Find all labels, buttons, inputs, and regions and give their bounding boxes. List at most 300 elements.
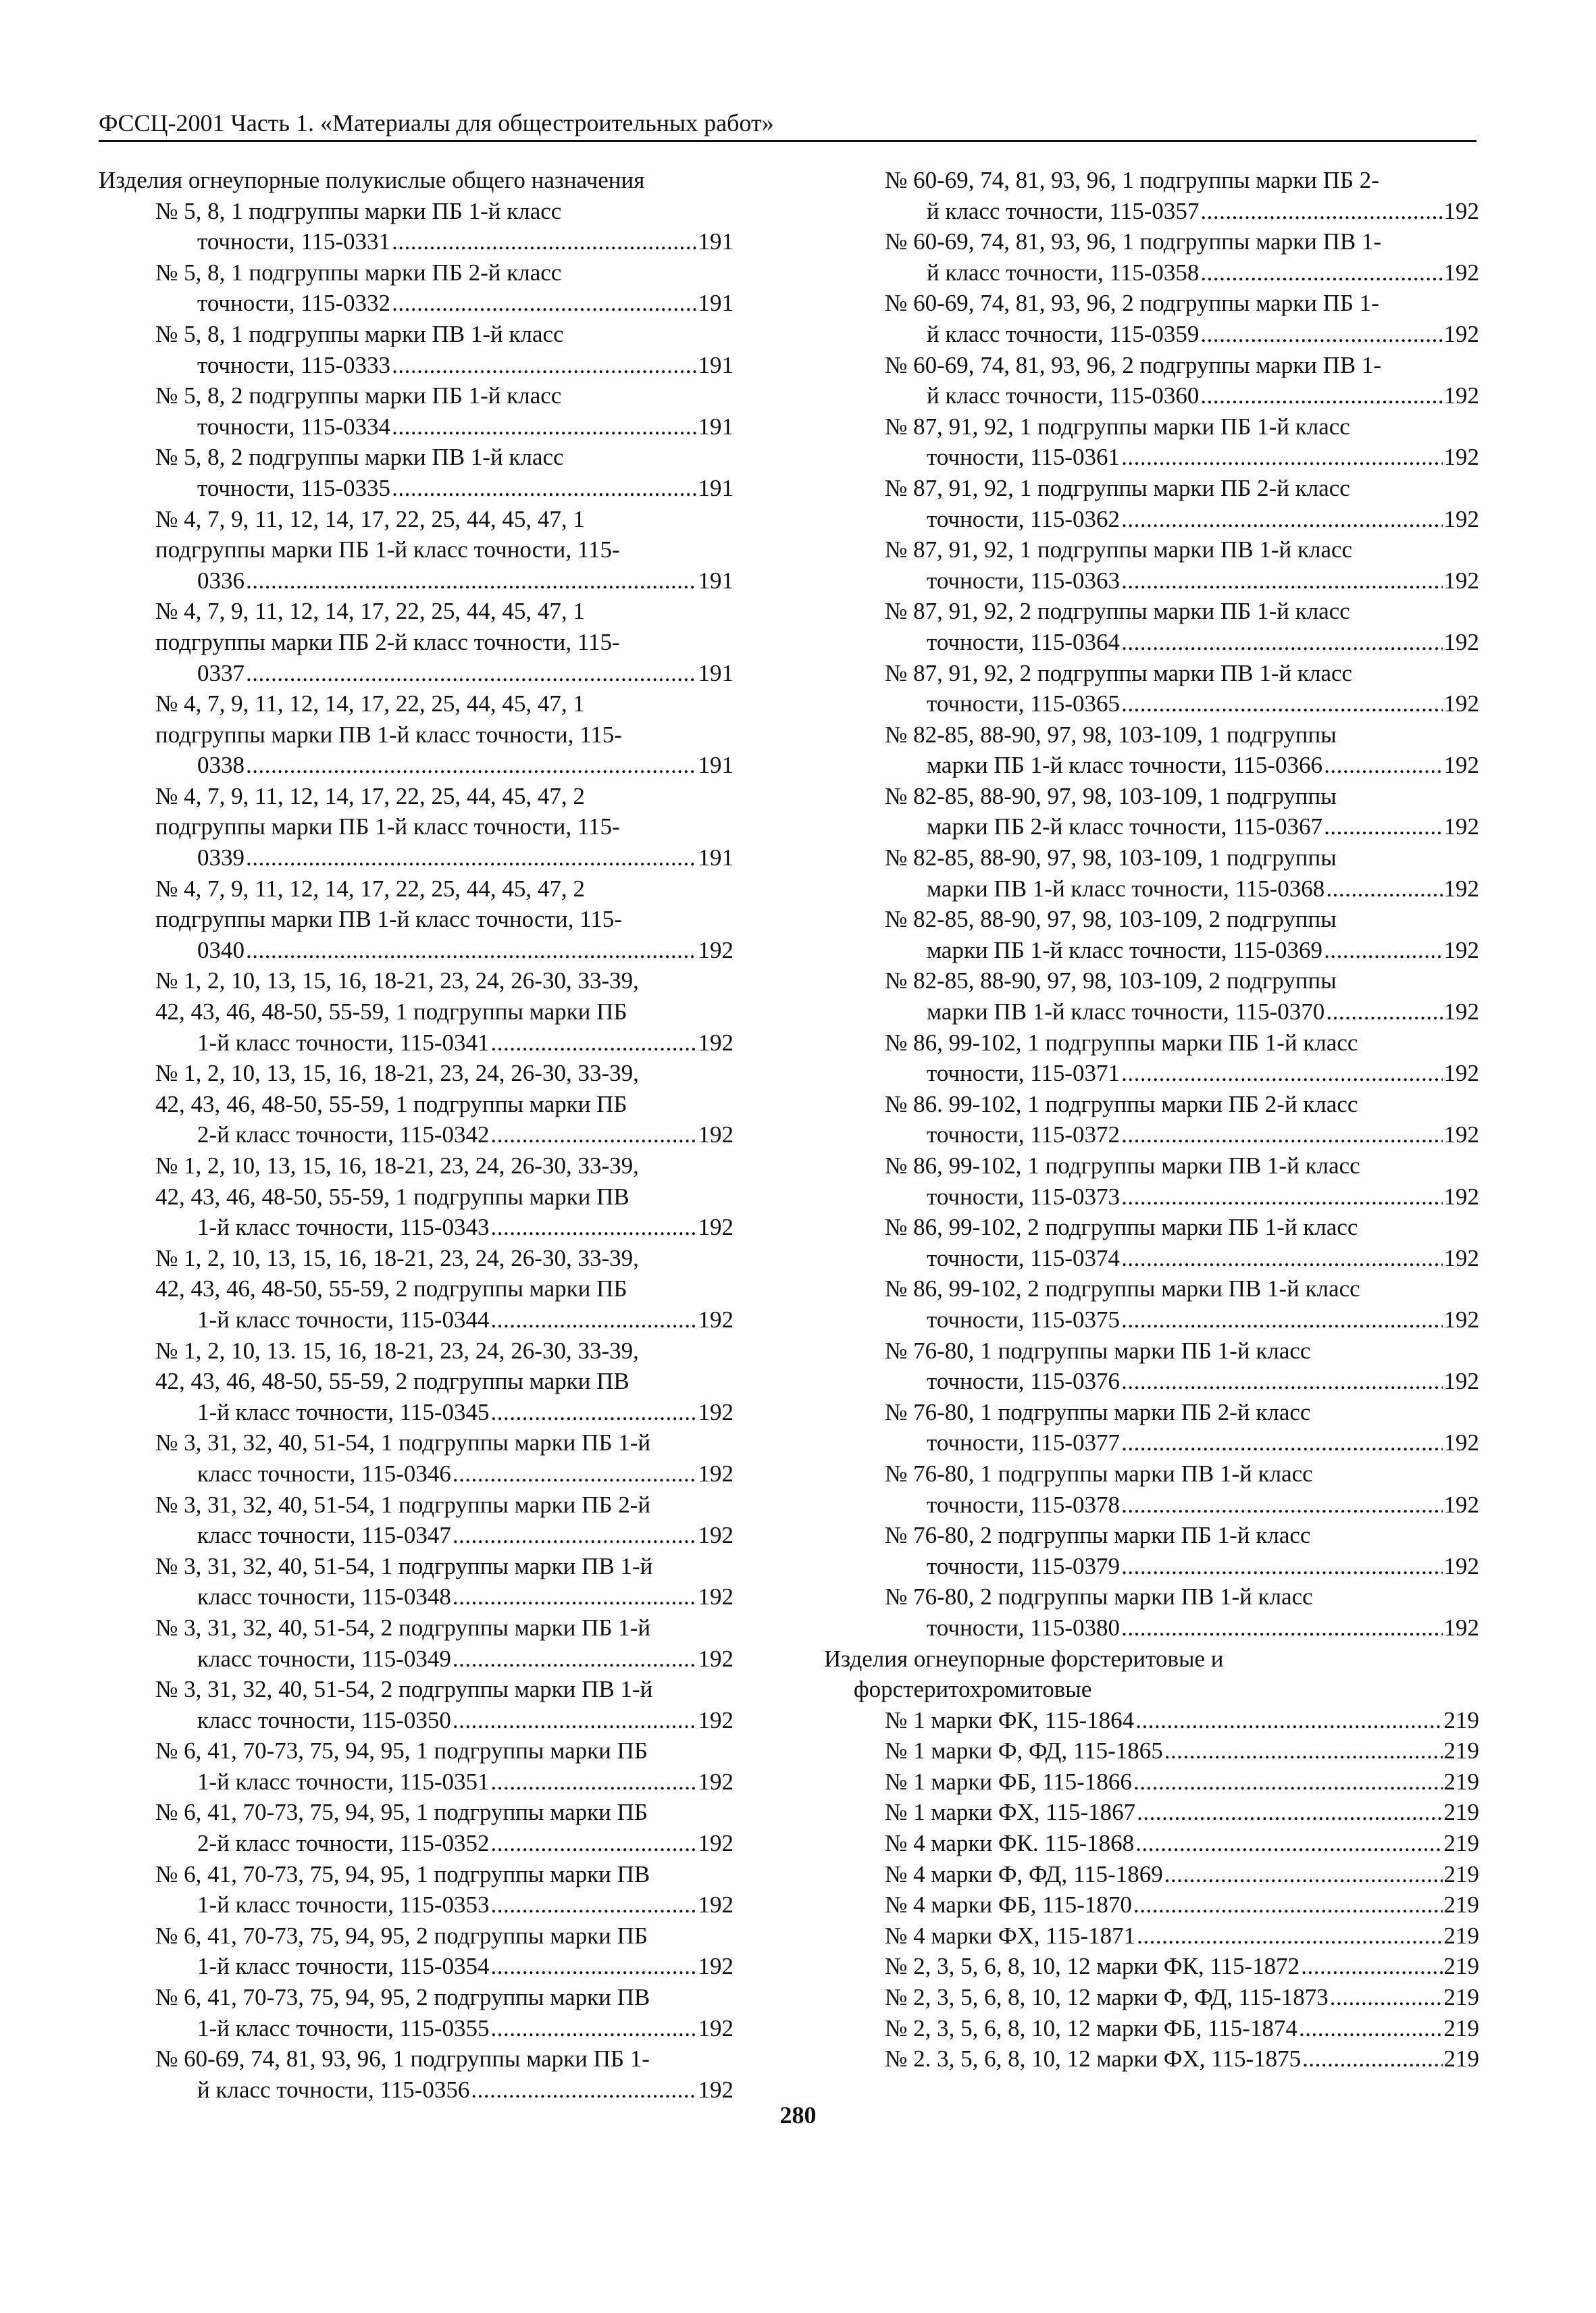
entry-last-line	[927, 627, 1479, 658]
entry-page-ref: 192	[698, 1522, 733, 1549]
entry-text-line: № 76-80, 1 подгруппы марки ПБ 2-й класс	[885, 1398, 1311, 1425]
entry-page-ref: 191	[698, 413, 733, 440]
entry-code: № 2, 3, 5, 6, 8, 10, 12 марки ФБ, 115-1874	[885, 2014, 1297, 2041]
index-entry	[824, 781, 1479, 842]
index-entry	[824, 1889, 1479, 1921]
dot-leader	[491, 1766, 697, 1798]
index-entry	[99, 442, 733, 503]
entry-last-line	[927, 873, 1479, 905]
entry-text-line: подгруппы марки ПВ 1-й класс точности, 115-	[155, 906, 622, 933]
index-entry	[824, 288, 1479, 349]
entry-page-ref: 192	[698, 2076, 733, 2103]
entry-page-ref: 219	[1443, 1830, 1479, 1857]
entry-text-line: № 1, 2, 10, 13. 15, 16, 18-21, 23, 24, 26-30, 33-39,	[155, 1337, 639, 1364]
entry-last-line	[197, 350, 733, 381]
index-entry	[99, 596, 733, 688]
index-entry	[824, 719, 1479, 781]
entry-text-line: подгруппы марки ПБ 1-й класс точности, 115-	[155, 813, 620, 840]
entry-text-line: № 3, 31, 32, 40, 51-54, 2 подгруппы марки ПБ 1-й	[155, 1614, 651, 1641]
left-column	[99, 165, 733, 2105]
index-entry	[824, 1766, 1479, 1798]
index-entry	[824, 2043, 1479, 2075]
index-entry	[99, 1058, 733, 1150]
entry-page-ref: 192	[1443, 1614, 1479, 1641]
index-entry	[99, 1427, 733, 1489]
dot-leader	[1133, 1766, 1443, 1798]
entry-text-line: № 60-69, 74, 81, 93, 96, 1 подгруппы марки ПБ 1-	[155, 2045, 650, 2073]
index-entry	[824, 473, 1479, 534]
index-entry	[824, 1150, 1479, 1212]
entry-code: точности, 115-0332	[197, 290, 391, 317]
entry-last-line	[197, 1828, 733, 1859]
entry-last-line	[197, 1705, 733, 1736]
dot-leader	[491, 1027, 697, 1059]
index-entry	[824, 411, 1479, 473]
entry-last-line	[197, 1119, 733, 1150]
dot-leader	[1137, 1921, 1442, 1952]
dot-leader	[1200, 257, 1442, 288]
entry-last-line	[927, 1490, 1479, 1521]
entry-code: марки ПВ 1-й класс точности, 115-0370	[927, 998, 1325, 1025]
index-entry	[824, 1397, 1479, 1458]
entry-code: точности, 115-0361	[927, 444, 1121, 471]
entry-last-line	[927, 1304, 1479, 1336]
entry-page-ref: 192	[698, 1645, 733, 1672]
dot-leader	[1133, 1889, 1443, 1921]
entry-code: 0339	[197, 844, 244, 871]
entry-last-line	[197, 750, 733, 781]
entry-code: № 2. 3, 5, 6, 8, 10, 12 марки ФХ, 115-1875	[885, 2045, 1302, 2073]
index-entry	[824, 1859, 1479, 1890]
entry-text-line: № 3, 31, 32, 40, 51-54, 1 подгруппы марки ПВ 1-й	[155, 1552, 653, 1579]
entry-last-line	[197, 1766, 733, 1798]
entry-text-line: № 86, 99-102, 2 подгруппы марки ПБ 1-й класс	[885, 1214, 1358, 1241]
entry-page-ref: 192	[1443, 813, 1479, 840]
dot-leader	[1135, 1705, 1442, 1736]
entry-list	[99, 196, 733, 2106]
index-entry	[99, 1490, 733, 1551]
entry-last-line	[927, 504, 1479, 535]
dot-leader	[491, 1397, 697, 1428]
entry-last-line	[197, 1951, 733, 1982]
entry-last-line	[197, 565, 733, 596]
entry-last-line	[197, 1304, 733, 1336]
entry-page-ref: 219	[1443, 1922, 1479, 1949]
entry-code: 1-й класс точности, 115-0341	[197, 1029, 490, 1056]
index-entry	[824, 1921, 1479, 1952]
index-entry	[824, 226, 1479, 288]
dot-leader	[1324, 811, 1442, 842]
entry-code: класс точности, 115-0350	[197, 1706, 451, 1733]
entry-text-line: № 87, 91, 92, 2 подгруппы марки ПВ 1-й класс	[885, 659, 1353, 686]
entry-text-line: № 3, 31, 32, 40, 51-54, 1 подгруппы марки ПБ 1-й	[155, 1429, 651, 1456]
index-entry	[824, 596, 1479, 657]
entry-code: 1-й класс точности, 115-0355	[197, 2014, 490, 2041]
entry-code: класс точности, 115-0349	[197, 1645, 451, 1672]
entry-code: 0336	[197, 567, 244, 594]
dot-leader	[392, 350, 696, 381]
entry-text-line: № 82-85, 88-90, 97, 98, 103-109, 1 подгруппы	[885, 844, 1337, 871]
dot-leader	[1326, 996, 1442, 1027]
dot-leader	[1121, 1551, 1442, 1582]
entry-code: № 1 марки Ф, ФД, 115-1865	[885, 1737, 1163, 1764]
entry-code: № 4 марки ФБ, 115-1870	[885, 1891, 1132, 1918]
index-entry	[99, 1612, 733, 1674]
index-entry	[99, 1551, 733, 1612]
dot-leader	[1121, 1427, 1442, 1458]
entry-text-line: подгруппы марки ПВ 1-й класс точности, 115-	[155, 721, 622, 748]
index-entry	[824, 534, 1479, 596]
index-entry	[824, 1089, 1479, 1150]
dot-leader	[453, 1458, 697, 1490]
dot-leader	[1121, 627, 1442, 658]
entry-text-line: № 5, 8, 1 подгруппы марки ПБ 2-й класс	[155, 259, 562, 286]
entry-last-line	[197, 288, 733, 319]
entry-page-ref: 192	[698, 1768, 733, 1795]
dot-leader	[392, 411, 696, 442]
entry-code: точности, 115-0379	[927, 1552, 1121, 1579]
entry-last-line	[885, 1705, 1479, 1736]
dot-leader	[453, 1520, 697, 1551]
index-entry	[99, 781, 733, 873]
dot-leader	[1135, 1828, 1442, 1859]
dot-leader	[1121, 1304, 1442, 1336]
dot-leader	[491, 1212, 697, 1243]
entry-text-line: подгруппы марки ПБ 2-й класс точности, 115-	[155, 628, 620, 655]
entry-page-ref: 192	[1443, 505, 1479, 532]
entry-last-line	[885, 1951, 1479, 1982]
entry-last-line	[197, 1397, 733, 1428]
entry-code: класс точности, 115-0346	[197, 1460, 451, 1487]
index-entry	[824, 165, 1479, 226]
header-rule	[99, 140, 1476, 142]
entry-page-ref: 192	[698, 1953, 733, 1980]
dot-leader	[491, 1304, 697, 1336]
entry-text-line: № 60-69, 74, 81, 93, 96, 1 подгруппы марки ПБ 2-	[885, 167, 1379, 193]
dot-leader	[1121, 1243, 1442, 1274]
entry-last-line	[885, 2013, 1479, 2044]
entry-last-line	[197, 1458, 733, 1490]
index-entry	[824, 350, 1479, 411]
entry-code: № 1 марки ФК, 115-1864	[885, 1706, 1135, 1733]
dot-leader	[453, 1705, 697, 1736]
entry-code: точности, 115-0365	[927, 690, 1121, 717]
entry-text-line: № 5, 8, 2 подгруппы марки ПБ 1-й класс	[155, 382, 562, 409]
entry-code: № 1 марки ФХ, 115-1867	[885, 1799, 1136, 1826]
entry-last-line	[885, 1889, 1479, 1921]
dot-leader	[1200, 319, 1442, 350]
entry-code: точности, 115-0334	[197, 413, 391, 440]
entry-last-line	[885, 1828, 1479, 1859]
entry-last-line	[927, 1243, 1479, 1274]
entry-page-ref: 192	[1443, 1429, 1479, 1456]
dot-leader	[246, 658, 697, 689]
entry-text-line: № 5, 8, 1 подгруппы марки ПВ 1-й класс	[155, 320, 564, 347]
dot-leader	[1330, 1982, 1443, 2013]
entry-page-ref: 219	[1443, 1860, 1479, 1887]
entry-code: 1-й класс точности, 115-0344	[197, 1306, 490, 1333]
entry-last-line	[197, 226, 733, 257]
entry-text-line: № 82-85, 88-90, 97, 98, 103-109, 2 подгруппы	[885, 967, 1337, 994]
dot-leader	[491, 1119, 697, 1150]
entry-page-ref: 192	[1443, 936, 1479, 963]
index-entry	[824, 1705, 1479, 1736]
entry-page-ref: 191	[698, 567, 733, 594]
entry-last-line	[927, 811, 1479, 842]
entry-page-ref: 192	[1443, 567, 1479, 594]
dot-leader	[453, 1644, 697, 1675]
index-entry	[99, 688, 733, 781]
dot-leader	[1326, 873, 1442, 905]
index-entry	[824, 1797, 1479, 1828]
entry-page-ref: 192	[1443, 875, 1479, 902]
index-entry	[99, 380, 733, 442]
dot-leader	[1121, 1119, 1442, 1150]
entry-code: й класс точности, 115-0356	[197, 2076, 470, 2103]
dot-leader	[491, 1828, 697, 1859]
entry-code: марки ПБ 1-й класс точности, 115-0369	[927, 936, 1323, 963]
dot-leader	[246, 565, 697, 596]
entry-last-line	[927, 1181, 1479, 1213]
index-entry	[99, 1982, 733, 2043]
entry-text-line: № 4, 7, 9, 11, 12, 14, 17, 22, 25, 44, 45, 47, 1	[155, 598, 585, 625]
index-entry	[99, 257, 733, 319]
entry-page-ref: 192	[1443, 690, 1479, 717]
dot-leader	[1121, 1490, 1442, 1521]
dot-leader	[392, 226, 696, 257]
index-entry	[824, 904, 1479, 965]
entry-code: 0340	[197, 936, 244, 963]
entry-code: й класс точности, 115-0358	[927, 259, 1200, 286]
entry-page-ref: 192	[1443, 752, 1479, 779]
entry-page-ref: 191	[698, 844, 733, 871]
page-number: 280	[779, 2102, 817, 2129]
entry-list	[824, 1705, 1479, 2075]
entry-code: точности, 115-0373	[927, 1183, 1121, 1210]
entry-text-line: подгруппы марки ПБ 1-й класс точности, 115-	[155, 536, 620, 563]
entry-last-line	[197, 473, 733, 504]
entry-text-line: 42, 43, 46, 48-50, 55-59, 2 подгруппы марки ПБ	[155, 1275, 627, 1302]
entry-page-ref: 192	[1443, 1121, 1479, 1148]
entry-page-ref: 219	[1443, 2045, 1479, 2073]
dot-leader	[1121, 688, 1442, 719]
index-entry	[824, 1212, 1479, 1273]
entry-text-line: № 82-85, 88-90, 97, 98, 103-109, 1 подгруппы	[885, 782, 1337, 809]
entry-last-line	[197, 842, 733, 873]
entry-page-ref: 219	[1443, 1737, 1479, 1764]
entry-text-line: № 76-80, 2 подгруппы марки ПВ 1-й класс	[885, 1583, 1313, 1610]
entry-page-ref: 219	[1443, 1799, 1479, 1826]
entry-text-line: № 86. 99-102, 1 подгруппы марки ПБ 2-й класс	[885, 1090, 1358, 1117]
entry-text-line: № 86, 99-102, 1 подгруппы марки ПБ 1-й класс	[885, 1029, 1358, 1056]
section-title-line: форстеритохромитовые	[854, 1676, 1092, 1703]
dot-leader	[491, 1951, 697, 1982]
entry-code: точности, 115-0377	[927, 1429, 1121, 1456]
entry-text-line: № 60-69, 74, 81, 93, 96, 1 подгруппы марки ПВ 1-	[885, 228, 1382, 255]
entry-text-line: № 1, 2, 10, 13, 15, 16, 18-21, 23, 24, 26-30, 33-39,	[155, 1060, 639, 1087]
entry-text-line: № 1, 2, 10, 13, 15, 16, 18-21, 23, 24, 26-30, 33-39,	[155, 967, 639, 994]
entry-last-line	[197, 1581, 733, 1612]
entry-code: 0338	[197, 752, 244, 779]
dot-leader	[392, 288, 696, 319]
entry-text-line: № 87, 91, 92, 1 подгруппы марки ПБ 2-й класс	[885, 474, 1350, 501]
entry-text-line: № 6, 41, 70-73, 75, 94, 95, 2 подгруппы марки ПВ	[155, 1984, 650, 2011]
dot-leader	[491, 2013, 697, 2044]
entry-last-line	[927, 935, 1479, 966]
right-column	[824, 165, 1479, 2075]
entry-code: 1-й класс точности, 115-0343	[197, 1214, 490, 1241]
index-entry	[99, 1243, 733, 1336]
entry-page-ref: 192	[1443, 1491, 1479, 1518]
dot-leader	[1121, 565, 1442, 596]
entry-text-line: № 82-85, 88-90, 97, 98, 103-109, 1 подгруппы	[885, 721, 1337, 748]
entry-text-line: № 3, 31, 32, 40, 51-54, 1 подгруппы марки ПБ 2-й	[155, 1491, 651, 1518]
entry-text-line: № 82-85, 88-90, 97, 98, 103-109, 2 подгруппы	[885, 906, 1337, 933]
index-entry	[99, 319, 733, 380]
entry-page-ref: 219	[1443, 1984, 1479, 2011]
index-entry	[824, 658, 1479, 719]
entry-last-line	[927, 442, 1479, 473]
entry-last-line	[885, 2043, 1479, 2075]
entry-text-line: 42, 43, 46, 48-50, 55-59, 1 подгруппы марки ПБ	[155, 998, 627, 1025]
dot-leader	[1200, 196, 1442, 227]
entry-code: точности, 115-0363	[927, 567, 1121, 594]
entry-page-ref: 192	[698, 1460, 733, 1487]
index-entry	[99, 504, 733, 596]
entry-last-line	[197, 411, 733, 442]
index-entry	[824, 1828, 1479, 1859]
dot-leader	[1324, 935, 1442, 966]
index-entry	[824, 1520, 1479, 1581]
entry-last-line	[885, 1735, 1479, 1766]
entry-text-line: № 76-80, 2 подгруппы марки ПБ 1-й класс	[885, 1522, 1311, 1549]
index-entry	[99, 1336, 733, 1428]
dot-leader	[1121, 1181, 1442, 1213]
entry-code: й класс точности, 115-0357	[927, 197, 1200, 224]
index-entry	[824, 2013, 1479, 2044]
entry-code: точности, 115-0364	[927, 628, 1121, 655]
entry-last-line	[197, 1212, 733, 1243]
entry-page-ref: 192	[1443, 1183, 1479, 1210]
entry-page-ref: 192	[1443, 197, 1479, 224]
entry-code: марки ПБ 2-й класс точности, 115-0367	[927, 813, 1323, 840]
entry-text-line: № 6, 41, 70-73, 75, 94, 95, 1 подгруппы марки ПБ	[155, 1737, 648, 1764]
dot-leader	[453, 1581, 697, 1612]
entry-last-line	[927, 1551, 1479, 1582]
entry-page-ref: 192	[698, 1398, 733, 1425]
entry-text-line: № 6, 41, 70-73, 75, 94, 95, 1 подгруппы марки ПВ	[155, 1860, 650, 1887]
entry-last-line	[927, 196, 1479, 227]
dot-leader	[1302, 2043, 1442, 2075]
entry-code: 1-й класс точности, 115-0353	[197, 1891, 490, 1918]
entry-page-ref: 192	[698, 1306, 733, 1333]
entry-last-line	[927, 1612, 1479, 1644]
index-entry	[99, 196, 733, 257]
entry-text-line: 42, 43, 46, 48-50, 55-59, 2 подгруппы марки ПВ	[155, 1368, 629, 1395]
entry-last-line	[885, 1797, 1479, 1828]
dot-leader	[491, 1889, 697, 1921]
entry-code: марки ПВ 1-й класс точности, 115-0368	[927, 875, 1325, 902]
entry-last-line	[927, 380, 1479, 411]
entry-text-line: № 60-69, 74, 81, 93, 96, 2 подгруппы марки ПВ 1-	[885, 351, 1382, 378]
entry-page-ref: 192	[1443, 382, 1479, 409]
entry-last-line	[197, 2013, 733, 2044]
entry-last-line	[927, 750, 1479, 781]
index-entry	[824, 842, 1479, 904]
index-entry	[99, 1797, 733, 1858]
entry-last-line	[197, 935, 733, 966]
entry-code: класс точности, 115-0347	[197, 1522, 451, 1549]
entry-page-ref: 192	[1443, 1306, 1479, 1333]
entry-code: № 2, 3, 5, 6, 8, 10, 12 марки Ф, ФД, 115-1873	[885, 1984, 1329, 2011]
entry-text-line: № 86, 99-102, 2 подгруппы марки ПВ 1-й класс	[885, 1275, 1360, 1302]
dot-leader	[1121, 1366, 1442, 1397]
entry-last-line	[927, 257, 1479, 288]
entry-text-line: № 1, 2, 10, 13, 15, 16, 18-21, 23, 24, 26-30, 33-39,	[155, 1244, 639, 1271]
page-header: ФССЦ-2001 Часть 1. «Материалы для общестроительных работ»	[99, 109, 774, 136]
entry-code: точности, 115-0375	[927, 1306, 1121, 1333]
entry-code: № 4 марки ФК. 115-1868	[885, 1830, 1135, 1857]
entry-text-line: 42, 43, 46, 48-50, 55-59, 1 подгруппы марки ПБ	[155, 1090, 627, 1117]
entry-text-line: № 86, 99-102, 1 подгруппы марки ПВ 1-й класс	[885, 1152, 1360, 1179]
entry-page-ref: 192	[1443, 628, 1479, 655]
entry-page-ref: 192	[1443, 320, 1479, 347]
index-entry	[824, 1273, 1479, 1335]
entry-page-ref: 191	[698, 351, 733, 378]
entry-page-ref: 192	[698, 1029, 733, 1056]
entry-code: № 1 марки ФБ, 115-1866	[885, 1768, 1132, 1795]
entry-text-line: № 5, 8, 1 подгруппы марки ПБ 1-й класс	[155, 197, 562, 224]
entry-page-ref: 219	[1443, 2014, 1479, 2041]
entry-text-line: № 6, 41, 70-73, 75, 94, 95, 1 подгруппы марки ПБ	[155, 1799, 648, 1826]
index-entry	[99, 1921, 733, 1982]
dot-leader	[1121, 1058, 1442, 1089]
entry-page-ref: 191	[698, 474, 733, 501]
entry-text-line: № 4, 7, 9, 11, 12, 14, 17, 22, 25, 44, 45, 47, 1	[155, 690, 585, 717]
dot-leader	[246, 842, 697, 873]
dot-leader	[1324, 750, 1442, 781]
entry-text-line: № 87, 91, 92, 1 подгруппы марки ПВ 1-й класс	[885, 536, 1353, 563]
dot-leader	[1164, 1735, 1443, 1766]
entry-code: № 2, 3, 5, 6, 8, 10, 12 марки ФК, 115-1872	[885, 1953, 1300, 1980]
entry-last-line	[927, 688, 1479, 719]
entry-page-ref: 219	[1443, 1891, 1479, 1918]
section-title: Изделия огнеупорные полукислые общего назначения	[99, 167, 645, 193]
entry-text-line: № 76-80, 1 подгруппы марки ПБ 1-й класс	[885, 1337, 1311, 1364]
entry-page-ref: 192	[698, 1706, 733, 1733]
entry-text-line: № 1, 2, 10, 13, 15, 16, 18-21, 23, 24, 26-30, 33-39,	[155, 1152, 639, 1179]
dot-leader	[1301, 1951, 1442, 1982]
entry-code: й класс точности, 115-0360	[927, 382, 1200, 409]
entry-code: № 4 марки ФХ, 115-1871	[885, 1922, 1136, 1949]
entry-last-line	[927, 319, 1479, 350]
entry-text-line: № 87, 91, 92, 2 подгруппы марки ПБ 1-й класс	[885, 598, 1350, 625]
index-entry	[824, 1027, 1479, 1089]
entry-text-line: № 4, 7, 9, 11, 12, 14, 17, 22, 25, 44, 45, 47, 2	[155, 782, 585, 809]
dot-leader	[1121, 504, 1442, 535]
entry-page-ref: 192	[1443, 1552, 1479, 1579]
entry-page-ref: 192	[1443, 1368, 1479, 1395]
dot-leader	[246, 935, 697, 966]
index-entry	[99, 1859, 733, 1921]
index-entry	[99, 1150, 733, 1243]
entry-page-ref: 192	[698, 1214, 733, 1241]
dot-leader	[1137, 1797, 1442, 1828]
section-title-line: Изделия огнеупорные форстеритовые и	[824, 1645, 1224, 1672]
entry-page-ref: 219	[1443, 1768, 1479, 1795]
entry-text-line: № 6, 41, 70-73, 75, 94, 95, 2 подгруппы марки ПБ	[155, 1922, 648, 1949]
index-entry	[99, 873, 733, 966]
